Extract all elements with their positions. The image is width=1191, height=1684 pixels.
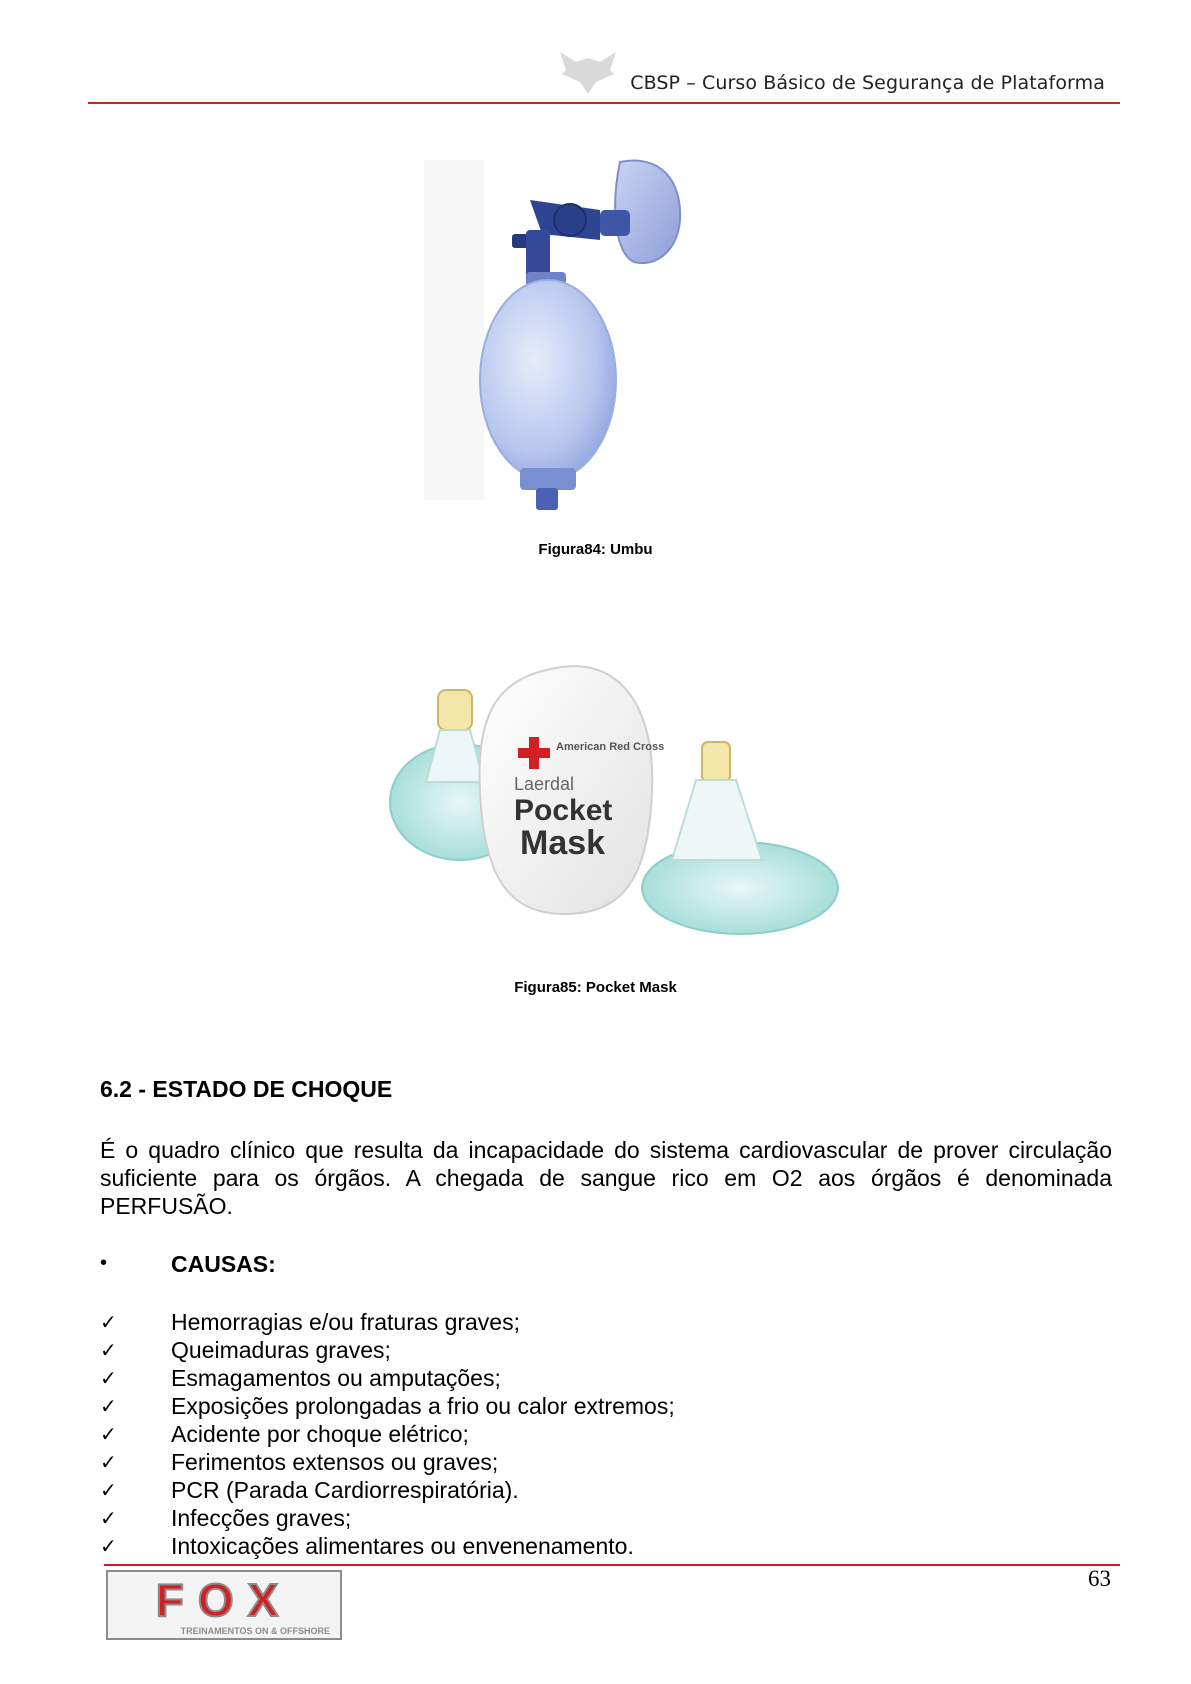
header-divider [88,102,1120,104]
causes-list [100,1308,1080,1560]
checkmark-icon: ✓ [100,1534,117,1558]
list-item: ✓ Acidente por choque elétrico; [100,1421,469,1447]
section-title: 6.2 - ESTADO DE CHOQUE [100,1076,393,1102]
causes-heading: CAUSAS: [171,1251,276,1277]
section-paragraph: É o quadro clínico que resulta da incapacidade do sistema cardiovascular de prover circulação suficiente para os órgãos. A chegada de sangue rico em O2 aos órgãos é denominada PERFUSÃO. [100,1137,1112,1219]
figure-caption-umbu: Figura84: Umbu [538,541,653,558]
list-item: ✓ Infecções graves; [100,1505,352,1531]
fox-watermark-icon [556,48,620,96]
checkmark-icon: ✓ [100,1366,117,1390]
case-title-line1: Pocket [514,794,613,827]
case-maker-text: Laerdal [514,774,575,794]
list-item: ✓ Queimaduras graves; [100,1337,391,1363]
logo-subtitle: TREINAMENTOS ON & OFFSHORE [180,1626,330,1636]
list-item: ✓ Intoxicações alimentares ou envenenamento. [100,1533,634,1559]
checkmark-icon: ✓ [100,1310,117,1334]
umbu-figure [420,150,710,540]
checkmark-icon: ✓ [100,1394,117,1418]
header-title: CBSP – Curso Básico de Segurança de Plataforma [630,72,1105,94]
list-item: ✓ Hemorragias e/ou fraturas graves; [100,1309,520,1335]
page-number: 63 [1088,1566,1111,1591]
bullet-icon: • [100,1252,108,1274]
footer-divider [104,1564,1120,1566]
list-item: ✓ PCR (Parada Cardiorrespiratória). [100,1477,519,1503]
fox-logo [106,1570,342,1640]
list-item: ✓ Esmagamentos ou amputações; [100,1365,501,1391]
figure-caption-pocket-mask: Figura85: Pocket Mask [514,979,677,996]
case-brand-text: American Red Cross [556,741,665,753]
checkmark-icon: ✓ [100,1450,117,1474]
checkmark-icon: ✓ [100,1422,117,1446]
checkmark-icon: ✓ [100,1338,117,1362]
logo-text: FOX [155,1574,293,1626]
case-title-line2: Mask [520,824,606,862]
pocket-mask-figure [380,652,850,982]
checkmark-icon: ✓ [100,1478,117,1502]
list-item: ✓ Exposições prolongadas a frio ou calor extremos; [100,1393,675,1419]
list-item: ✓ Ferimentos extensos ou graves; [100,1449,499,1475]
checkmark-icon: ✓ [100,1506,117,1530]
